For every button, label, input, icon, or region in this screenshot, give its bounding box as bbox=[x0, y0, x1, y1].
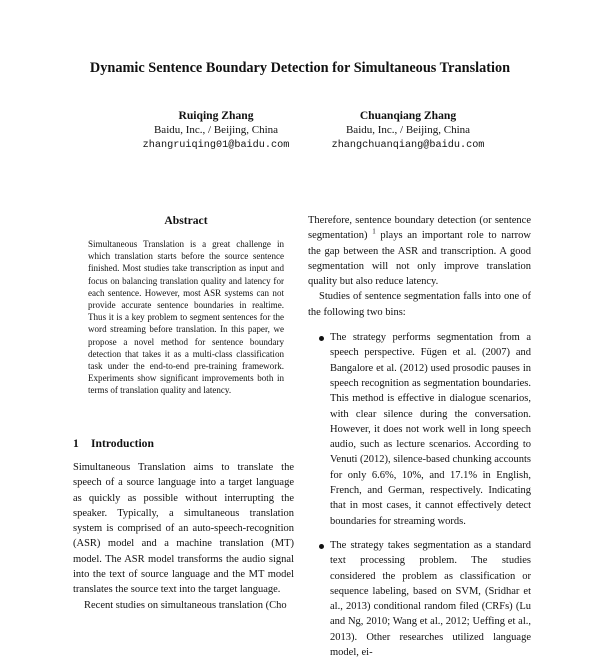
right-paragraph-2: Studies of sentence segmentation falls into one of the following two bins: bbox=[308, 291, 531, 318]
paper-title: Dynamic Sentence Boundary Detection for Simultaneous Translation bbox=[89, 60, 511, 76]
introduction-body bbox=[73, 460, 294, 613]
right-paragraph-1-text-a: Therefore, sentence boundary detection (or sentence segmentation) bbox=[308, 215, 531, 242]
intro-paragraph-2: Recent studies on simultaneous translation (Cho bbox=[84, 599, 287, 611]
list-item bbox=[308, 330, 531, 529]
author-affiliation: Baidu, Inc., / Beijing, China bbox=[153, 124, 279, 136]
abstract-text: Simultaneous Translation is a great challenge in which translation starts before the source sentence finished. Most studies take transcription as input and focus on balancing translation quality and latency for each sentence. However, most ASR systems can not provide accurate sentence boundaries in realtime. Thus it is a key problem to segment sentences for the word streaming before translation. In this paper, we propose a novel method for sentence boundary detection that takes it as a multi-class classification task under the end-to-end pre-training framework. Experiments show significant improvements both in terms of translation quality and latency. bbox=[88, 239, 284, 396]
bullet-dot-icon bbox=[319, 544, 324, 549]
right-column bbox=[308, 213, 531, 669]
right-paragraph-1 bbox=[308, 213, 531, 289]
author-email: zhangchuanqiang@baidu.com bbox=[331, 140, 485, 151]
list-item bbox=[308, 538, 531, 660]
section-title: Introduction bbox=[91, 437, 154, 450]
author-name: Chuanqiang Zhang bbox=[359, 109, 457, 122]
list-item-text: The strategy takes segmentation as a standard text processing problem. The studies considered the problem as classification or sequence labeling, based on SVM, (Sridhar et al., 2013) conditional random filed (CRFs) (Lu and Ng, 2010; Wang et al., 2012; Ueffing et al., 2013). Other researches utilized language model, ei- bbox=[330, 539, 531, 659]
segmentation-strategies-list bbox=[308, 330, 531, 660]
author-affiliation: Baidu, Inc., / Beijing, China bbox=[345, 124, 471, 136]
right-paragraph-1-text-b: plays an important role to narrow the gap between the ASR and transcription. A good segmentation will not only improve translation quality but also reduce latency. bbox=[308, 230, 532, 288]
author-name: Ruiqing Zhang bbox=[178, 109, 254, 122]
author-email: zhangruiqing01@baidu.com bbox=[142, 140, 290, 151]
author-block bbox=[292, 108, 524, 153]
abstract-heading: Abstract bbox=[164, 214, 208, 227]
footnote-mark: 1 bbox=[372, 227, 376, 236]
list-item-text: The strategy performs segmentation from a speech perspective. Fügen et al. (2007) and Bangalore et al. (2012) used prosodic pauses in speech recognition as segmentation boundaries. This method is effective in dialogue scenarios, with clear silence during the conversation. However, it does not work well in long speech audio, such as lecture scenarios. According to Venuti (2012), silence-based chunking accounts for only 6.6%, 10%, and 17.1% in English, French, and German, respectively. Indicating that in most cases, it cannot effectively detect boundaries for streaming words. bbox=[330, 332, 531, 527]
bullet-dot-icon bbox=[319, 336, 324, 341]
section-number: 1 bbox=[73, 437, 79, 450]
intro-paragraph-1: Simultaneous Translation aims to translate the speech of a source language into a target language as quickly as possible without interrupting the speaker. Typically, a simultaneous translation system is comprised of an auto-speech-recognition (ASR) model and a machine translation (MT) model. The ASR model transforms the audio signal into the text of source language and the MT model translates the source text into the target language. bbox=[73, 462, 294, 596]
section-heading-introduction bbox=[73, 437, 303, 450]
